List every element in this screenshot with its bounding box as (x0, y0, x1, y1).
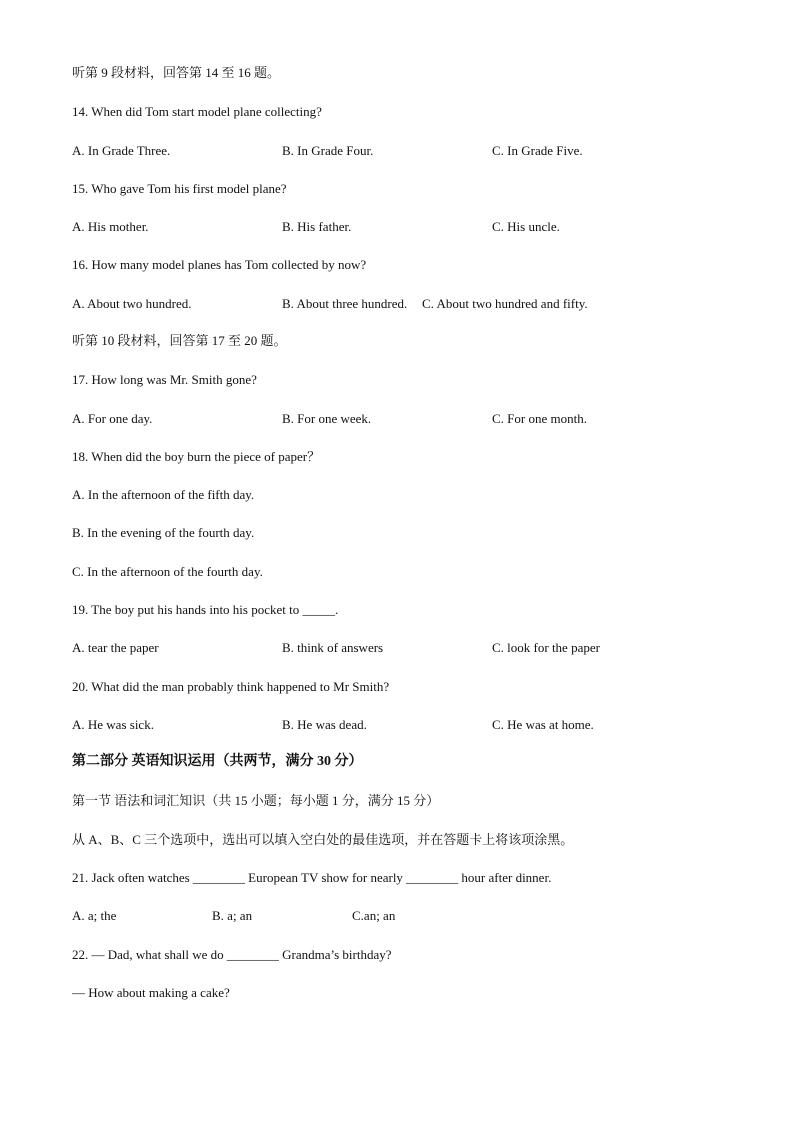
question-17-option-b: B. For one week. (282, 411, 372, 426)
question-15-option-c: C. His uncle. (492, 219, 560, 234)
question-18-option-b: B. In the evening of the fourth day. (72, 525, 255, 540)
question-21-option-c: C.an; an (352, 908, 396, 923)
question-19-option-b: B. think of answers (282, 640, 384, 655)
question-22-stem: 22. — Dad, what shall we do ________ Grandma’s birthday? (72, 947, 392, 962)
part-two-heading: 第二部分 英语知识运用（共两节，满分 30 分） (72, 754, 363, 769)
question-16-option-a: A. About two hundred. (72, 296, 192, 311)
question-19-option-c: C. look for the paper (492, 640, 600, 655)
question-21-stem: 21. Jack often watches ________ European TV show for nearly ________ hour after dinner. (72, 870, 552, 885)
question-14-option-b: B. In Grade Four. (282, 143, 374, 158)
section-one-heading: 第一节 语法和词汇知识（共 15 小题；每小题 1 分，满分 15 分） (72, 793, 440, 808)
question-18-stem: 18. When did the boy burn the piece of paper？ (72, 449, 321, 464)
question-21-option-a: A. a; the (72, 908, 117, 923)
question-14-option-c: C. In Grade Five. (492, 143, 583, 158)
instruction-text: 从 A、B、C 三个选项中，选出可以填入空白处的最佳选项，并在答题卡上将该项涂黑。 (72, 832, 574, 847)
question-15-option-b: B. His father. (282, 219, 352, 234)
question-15-option-a: A. His mother. (72, 219, 149, 234)
question-17-option-a: A. For one day. (72, 411, 153, 426)
question-14-option-a: A. In Grade Three. (72, 143, 171, 158)
question-21-option-b: B. a; an (212, 908, 253, 923)
section-heading-listen10: 听第 10 段材料，回答第 17 至 20 题。 (72, 333, 287, 348)
question-16-option-c: C. About two hundred and fifty. (422, 296, 588, 311)
question-20-option-a: A. He was sick. (72, 717, 154, 732)
question-22-reply: — How about making a cake? (72, 985, 230, 1000)
question-18-option-c: C. In the afternoon of the fourth day. (72, 564, 263, 579)
question-17-stem: 17. How long was Mr. Smith gone? (72, 372, 257, 387)
question-14-stem: 14. When did Tom start model plane collecting? (72, 104, 322, 119)
question-20-stem: 20. What did the man probably think happened to Mr Smith? (72, 679, 390, 694)
question-17-option-c: C. For one month. (492, 411, 587, 426)
question-20-option-c: C. He was at home. (492, 717, 594, 732)
question-16-option-b: B. About three hundred. (282, 296, 408, 311)
question-15-stem: 15. Who gave Tom his first model plane? (72, 181, 287, 196)
question-16-stem: 16. How many model planes has Tom collected by now? (72, 257, 367, 272)
section-heading-listen9: 听第 9 段材料，回答第 14 至 16 题。 (72, 65, 281, 80)
question-20-option-b: B. He was dead. (282, 717, 367, 732)
question-19-stem: 19. The boy put his hands into his pocket to _____. (72, 602, 339, 617)
question-18-option-a: A. In the afternoon of the fifth day. (72, 487, 255, 502)
question-19-option-a: A. tear the paper (72, 640, 159, 655)
